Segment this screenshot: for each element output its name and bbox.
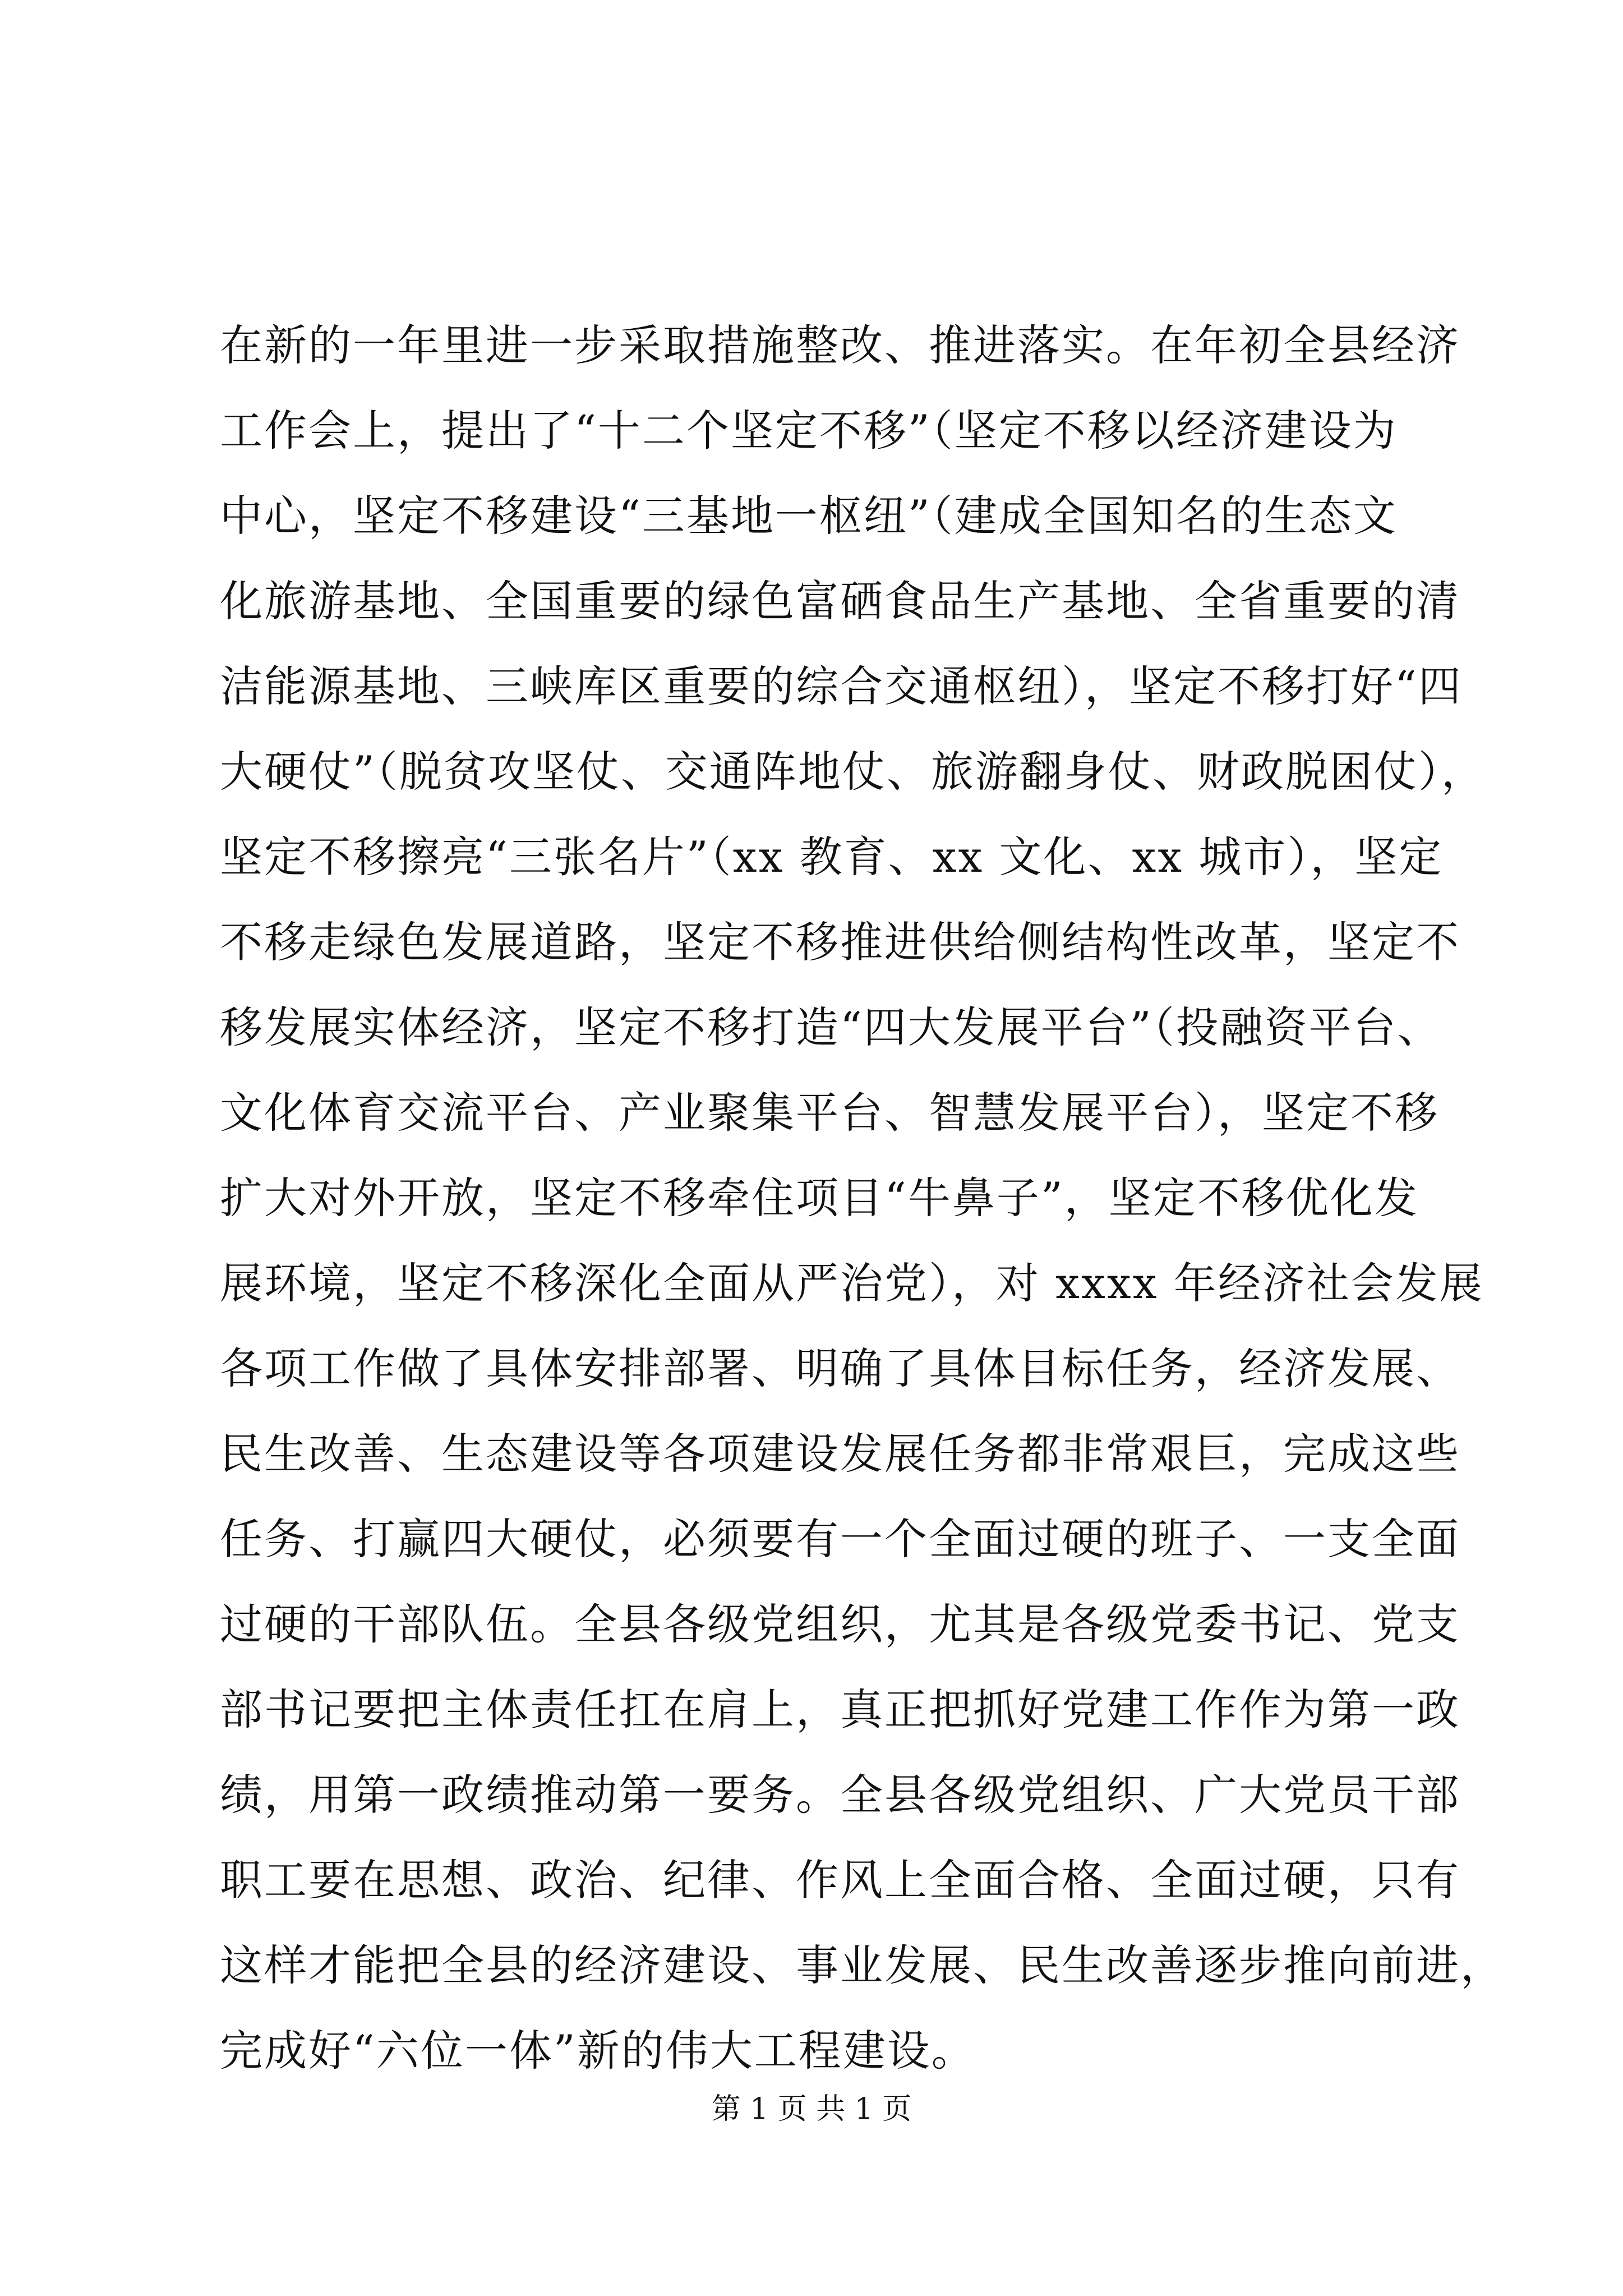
text-line: 坚定不移擦亮“三张名片”（xx 教育、xx 文化、xx 城市），坚定 bbox=[220, 832, 1444, 882]
body-paragraph bbox=[220, 303, 1505, 2093]
text-line: 在新的一年里进一步采取措施整改、推进落实。在年初全县经济 bbox=[220, 320, 1460, 370]
text-line: 这样才能把全县的经济建设、事业发展、民生改善逐步推向前进， bbox=[220, 1940, 1505, 1990]
text-line: 任务、打赢四大硬仗，必须要有一个全面过硬的班子、一支全面 bbox=[220, 1514, 1460, 1564]
text-line: 各项工作做了具体安排部署、明确了具体目标任务，经济发展、 bbox=[220, 1343, 1460, 1393]
text-line: 扩大对外开放，坚定不移牵住项目“牛鼻子”，坚定不移优化发 bbox=[220, 1173, 1419, 1223]
text-line: 洁能源基地、三峡库区重要的综合交通枢纽），坚定不移打好“四 bbox=[220, 661, 1463, 711]
text-line: 职工要在思想、政治、纪律、作风上全面合格、全面过硬，只有 bbox=[220, 1855, 1460, 1905]
text-line: 部书记要把主体责任扛在肩上，真正把抓好党建工作作为第一政 bbox=[220, 1685, 1460, 1734]
text-line: 民生改善、生态建设等各项建设发展任务都非常艰巨，完成这些 bbox=[220, 1429, 1460, 1479]
text-line: 化旅游基地、全国重要的绿色富硒食品生产基地、全省重要的清 bbox=[220, 576, 1460, 626]
text-line: 展环境，坚定不移深化全面从严治党），对 xxxx 年经济社会发展 bbox=[220, 1258, 1484, 1308]
text-line: 工作会上，提出了“十二个坚定不移”（坚定不移以经济建设为 bbox=[220, 406, 1398, 455]
text-line: 大硬仗”（脱贫攻坚仗、交通阵地仗、旅游翻身仗、财政脱困仗）， bbox=[220, 747, 1486, 797]
text-line: 绩，用第一政绩推动第一要务。全县各级党组织、广大党员干部 bbox=[220, 1770, 1460, 1820]
text-line: 中心，坚定不移建设“三基地一枢纽”（建成全国知名的生态文 bbox=[220, 491, 1398, 541]
text-line: 不移走绿色发展道路，坚定不移推进供给侧结构性改革，坚定不 bbox=[220, 917, 1460, 967]
text-line: 移发展实体经济，坚定不移打造“四大发展平台”（投融资平台、 bbox=[220, 1002, 1442, 1052]
text-line: 完成好“六位一体”新的伟大工程建设。 bbox=[220, 2026, 976, 2076]
text-line: 文化体育交流平台、产业聚集平台、智慧发展平台），坚定不移 bbox=[220, 1088, 1439, 1138]
page-number-footer: 第 1 页 共 1 页 bbox=[711, 2092, 912, 2126]
text-line: 过硬的干部队伍。全县各级党组织，尤其是各级党委书记、党支 bbox=[220, 1599, 1460, 1649]
